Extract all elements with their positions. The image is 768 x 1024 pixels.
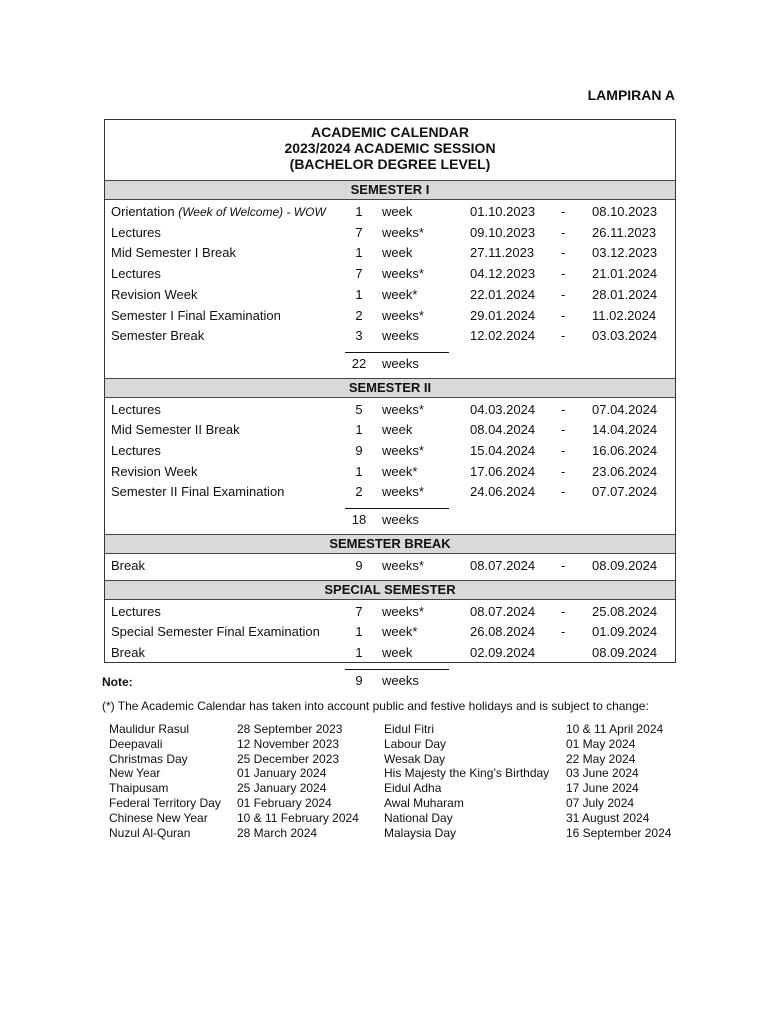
- holiday-name: Nuzul Al-Quran: [109, 825, 191, 840]
- holiday-date: 17 June 2024: [566, 781, 639, 796]
- start-date: 24.06.2024: [470, 484, 536, 500]
- weeks-unit: week: [382, 644, 413, 660]
- weeks-count: 1: [355, 286, 363, 302]
- calendar-row: [105, 202, 675, 222]
- holiday-name: Eidul Adha: [384, 781, 442, 796]
- holiday-date: 01 May 2024: [566, 736, 636, 751]
- end-date: 08.10.2023: [592, 204, 658, 219]
- holiday-names-left: [109, 722, 221, 840]
- end-date: 01.09.2024: [592, 624, 658, 640]
- total-weeks-unit: weeks: [382, 672, 419, 688]
- activity-name: Semester Break: [111, 328, 205, 344]
- calendar-row: [105, 264, 675, 284]
- activity-name: Break: [111, 557, 145, 573]
- activity-cell: [111, 326, 204, 346]
- calendar-row: [105, 400, 675, 420]
- weeks-count: 2: [355, 307, 363, 323]
- holiday-dates-right: [566, 722, 671, 840]
- activity-name: Special Semester Final Examination: [111, 624, 320, 640]
- calendar-row: [105, 441, 675, 461]
- calendar-title-line-1: ACADEMIC CALENDAR: [311, 124, 469, 140]
- weeks-count: 1: [355, 624, 363, 640]
- weeks-count: 1: [355, 463, 363, 479]
- holiday-name: Maulidur Rasul: [109, 722, 190, 736]
- weeks-count: 7: [355, 224, 363, 240]
- holiday-name: Thaipusam: [109, 781, 169, 796]
- holiday-name: Labour Day: [384, 736, 447, 751]
- weeks-count: 2: [355, 484, 363, 500]
- start-date: 17.06.2024: [470, 463, 536, 479]
- date-dash: -: [561, 286, 566, 302]
- start-date: 15.04.2024: [470, 443, 536, 458]
- holiday-name: Christmas Day: [109, 751, 188, 766]
- total-underline: [345, 352, 449, 353]
- total-weeks-count: 18: [351, 512, 367, 528]
- start-date: 26.08.2024: [470, 624, 536, 640]
- weeks-count: 1: [355, 245, 363, 261]
- start-date: 22.01.2024: [470, 286, 536, 302]
- end-date: 08.09.2024: [592, 644, 658, 660]
- weeks-count: 9: [355, 443, 363, 458]
- date-dash: -: [561, 443, 566, 458]
- activity-cell: [111, 441, 161, 461]
- holiday-date: 07 July 2024: [566, 795, 635, 810]
- holiday-name: National Day: [384, 810, 453, 825]
- holiday-name: New Year: [109, 766, 161, 781]
- end-date: 25.08.2024: [592, 603, 658, 619]
- activity-name: Lectures: [111, 443, 161, 458]
- end-date: 03.03.2024: [592, 328, 658, 344]
- activity-cell: [111, 264, 161, 284]
- weeks-unit: weeks*: [382, 266, 424, 282]
- holiday-date: 12 November 2023: [237, 736, 340, 751]
- date-dash: -: [561, 463, 566, 479]
- weeks-unit: weeks*: [382, 307, 424, 323]
- weeks-unit: week: [382, 245, 413, 261]
- start-date: 09.10.2023: [470, 224, 536, 240]
- holiday-date: 25 December 2023: [237, 751, 340, 766]
- end-date: 14.04.2024: [592, 422, 658, 438]
- section-total-row: [105, 510, 675, 530]
- holiday-name: Malaysia Day: [384, 825, 457, 840]
- holiday-date: 16 September 2024: [566, 825, 672, 840]
- activity-cell: [111, 420, 240, 440]
- activity-name: Lectures: [111, 603, 161, 619]
- holiday-dates-left: [237, 722, 359, 840]
- section-heading: SPECIAL SEMESTER: [105, 580, 675, 600]
- total-underline: [345, 508, 449, 509]
- weeks-unit: week*: [382, 286, 418, 302]
- end-date: 07.04.2024: [592, 401, 658, 417]
- activity-cell: [111, 243, 236, 263]
- activity-name: Mid Semester I Break: [111, 245, 236, 261]
- start-date: 27.11.2023: [470, 245, 535, 261]
- end-date: 21.01.2024: [592, 266, 658, 282]
- weeks-unit: weeks*: [382, 401, 424, 417]
- holiday-date: 25 January 2024: [237, 781, 327, 796]
- calendar-title: [105, 124, 675, 172]
- calendar-title-line-3: (BACHELOR DEGREE LEVEL): [289, 156, 491, 172]
- weeks-count: 1: [355, 422, 363, 438]
- start-date: 04.12.2023: [470, 266, 536, 282]
- calendar-row: [105, 643, 675, 663]
- weeks-unit: week*: [382, 624, 418, 640]
- total-weeks-unit: weeks: [382, 355, 419, 371]
- weeks-unit: week: [382, 204, 413, 219]
- weeks-count: 7: [355, 266, 363, 282]
- date-dash: -: [561, 245, 566, 261]
- holiday-date: 28 March 2024: [237, 825, 318, 840]
- start-date: 08.07.2024: [470, 603, 536, 619]
- holiday-name: Deepavali: [109, 736, 163, 751]
- date-dash: -: [561, 484, 566, 500]
- activity-cell: [111, 556, 145, 576]
- date-dash: -: [561, 401, 566, 417]
- weeks-count: 1: [355, 644, 363, 660]
- note-text: (*) The Academic Calendar has taken into account public and festive holidays and is subject to change:: [102, 699, 649, 713]
- calendar-row: [105, 622, 675, 642]
- holiday-name: Chinese New Year: [109, 810, 208, 825]
- total-underline: [345, 669, 449, 670]
- activity-name: Lectures: [111, 224, 161, 240]
- weeks-unit: weeks*: [382, 224, 424, 240]
- activity-cell: [111, 400, 161, 420]
- activity-cell: [111, 602, 161, 622]
- calendar-row: [105, 306, 675, 326]
- holiday-name: Federal Territory Day: [109, 795, 221, 810]
- holiday-date: 01 January 2024: [237, 766, 327, 781]
- holiday-name: His Majesty the King’s Birthday: [384, 766, 550, 781]
- holiday-date: 03 June 2024: [566, 766, 639, 781]
- start-date: 01.10.2023: [470, 204, 536, 219]
- calendar-row: [105, 243, 675, 263]
- holiday-names-right: [384, 722, 549, 840]
- calendar-row: [105, 462, 675, 482]
- activity-cell: [111, 306, 281, 326]
- date-dash: -: [561, 266, 566, 282]
- lampiran-label: LAMPIRAN A: [587, 87, 675, 103]
- activity-cell: [111, 482, 284, 502]
- section-heading: SEMESTER II: [105, 378, 675, 398]
- holiday-name: Wesak Day: [384, 751, 446, 766]
- end-date: 16.06.2024: [592, 443, 658, 458]
- activity-cell: [111, 643, 145, 663]
- activity-cell: [111, 202, 326, 222]
- total-weeks-count: 9: [355, 672, 363, 688]
- section-total-row: [105, 354, 675, 374]
- calendar-row: [105, 285, 675, 305]
- date-dash: -: [561, 557, 566, 573]
- date-dash: -: [561, 603, 566, 619]
- calendar-row: [105, 482, 675, 502]
- start-date: 08.07.2024: [470, 557, 536, 573]
- start-date: 29.01.2024: [470, 307, 536, 323]
- weeks-unit: weeks*: [382, 603, 424, 619]
- calendar-row: [105, 326, 675, 346]
- weeks-count: 5: [355, 401, 363, 417]
- activity-cell: [111, 462, 197, 482]
- calendar-row: [105, 602, 675, 622]
- calendar-row: [105, 556, 675, 576]
- activity-name: Orientation: [111, 204, 179, 219]
- weeks-count: 9: [355, 557, 363, 573]
- section-heading: SEMESTER BREAK: [105, 534, 675, 554]
- calendar-title-line-2: 2023/2024 ACADEMIC SESSION: [284, 140, 496, 156]
- holiday-date: 10 & 11 February 2024: [237, 810, 359, 825]
- activity-cell: [111, 223, 161, 243]
- date-dash: -: [561, 328, 566, 344]
- calendar-row: [105, 223, 675, 243]
- holiday-date: 28 September 2023: [237, 722, 343, 736]
- date-dash: -: [561, 422, 566, 438]
- activity-name: Semester II Final Examination: [111, 484, 285, 500]
- weeks-unit: weeks: [382, 328, 419, 344]
- start-date: 04.03.2024: [470, 401, 536, 417]
- holiday-date: 01 February 2024: [237, 795, 332, 810]
- activity-name: Revision Week: [111, 463, 198, 479]
- section-total-row: [105, 671, 675, 691]
- total-weeks-unit: weeks: [382, 512, 419, 528]
- activity-name: Lectures: [111, 401, 161, 417]
- activity-name: Semester I Final Examination: [111, 307, 281, 323]
- weeks-unit: weeks*: [382, 557, 424, 573]
- holiday-name: Awal Muharam: [384, 795, 464, 810]
- start-date: 02.09.2024: [470, 644, 536, 660]
- date-dash: -: [561, 307, 566, 323]
- start-date: 08.04.2024: [470, 422, 536, 438]
- holiday-date: 22 May 2024: [566, 751, 636, 766]
- activity-name: Mid Semester II Break: [111, 422, 240, 438]
- start-date: 12.02.2024: [470, 328, 536, 344]
- weeks-unit: weeks*: [382, 484, 424, 500]
- end-date: 08.09.2024: [592, 557, 658, 573]
- weeks-count: 3: [355, 328, 363, 344]
- total-weeks-count: 22: [351, 355, 367, 371]
- section-heading: SEMESTER I: [105, 180, 675, 200]
- holiday-date: 31 August 2024: [566, 810, 650, 825]
- activity-note: (Week of Welcome) - WOW: [178, 205, 326, 219]
- weeks-unit: week: [382, 422, 413, 438]
- end-date: 07.07.2024: [592, 484, 658, 500]
- note-label: Note:: [102, 675, 133, 689]
- weeks-count: 7: [355, 603, 363, 619]
- date-dash: -: [561, 224, 566, 240]
- activity-name: Lectures: [111, 266, 161, 282]
- date-dash: -: [561, 624, 566, 640]
- end-date: 26.11.2023: [592, 224, 657, 240]
- activity-cell: [111, 285, 197, 305]
- activity-cell: [111, 622, 320, 642]
- end-date: 28.01.2024: [592, 286, 658, 302]
- end-date: 11.02.2024: [592, 307, 657, 323]
- weeks-unit: weeks*: [382, 443, 424, 458]
- weeks-unit: week*: [382, 463, 418, 479]
- end-date: 23.06.2024: [592, 463, 658, 479]
- activity-name: Break: [111, 644, 145, 660]
- date-dash: -: [561, 204, 566, 219]
- end-date: 03.12.2023: [592, 245, 658, 261]
- holiday-date: 10 & 11 April 2024: [566, 722, 664, 736]
- calendar-row: [105, 420, 675, 440]
- activity-name: Revision Week: [111, 286, 198, 302]
- holiday-name: Eidul Fitri: [384, 722, 435, 736]
- weeks-count: 1: [355, 204, 363, 219]
